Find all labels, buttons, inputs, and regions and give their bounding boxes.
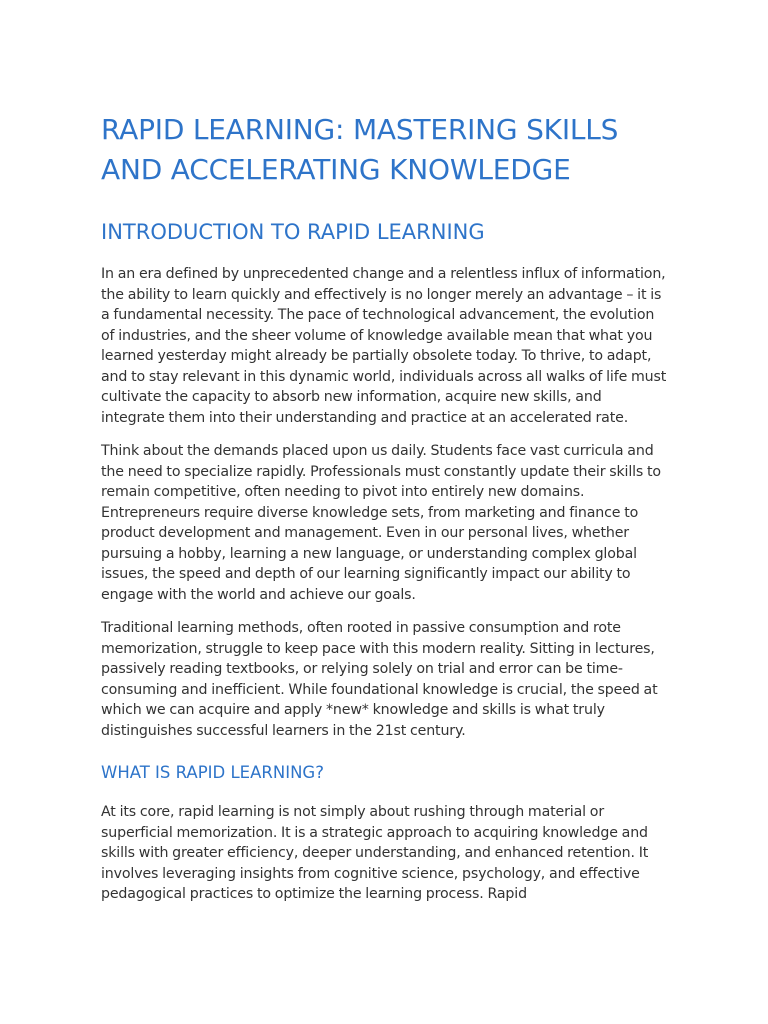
section-heading-introduction: INTRODUCTION TO RAPID LEARNING — [101, 220, 485, 244]
paragraph: Traditional learning methods, often rooted in passive consumption and rote memorization, struggle to keep pace with this modern reality. Sitting in lectures, passively reading textbooks, or relying solely on trial and error can be time-consuming and inefficient. While foundational knowledge is crucial, the speed at which we can acquire and apply *new* knowledge and skills is what truly distinguishes successful learners in the 21st century. — [101, 620, 658, 739]
section-heading-what-is-rapid-learning: WHAT IS RAPID LEARNING? — [101, 763, 324, 782]
paragraph: In an era defined by unprecedented change and a relentless influx of information, the ability to learn quickly and effectively is no longer merely an advantage – it is a fundamental necessity. The pace of technological advancement, the evolution of industries, and the sheer volume of knowledge available mean that what you learned yesterday might already be partially obsolete today. To thrive, to adapt, and to stay relevant in this dynamic world, individuals across all walks of life must cultivate the capacity to absorb new information, acquire new skills, and integrate them into their understanding and practice at an accelerated rate. — [101, 266, 667, 426]
document-title: RAPID LEARNING: MASTERING SKILLS AND ACCELERATING KNOWLEDGE — [101, 113, 619, 186]
paragraph: Think about the demands placed upon us daily. Students face vast curricula and the need to specialize rapidly. Professionals must constantly update their skills to remain competitive, often needing to pivot into entirely new domains. Entrepreneurs require diverse knowledge sets, from marketing and finance to product development and management. Even in our personal lives, whether pursuing a hobby, learning a new language, or understanding complex global issues, the speed and depth of our learning significantly impact our ability to engage with the world and achieve our goals. — [101, 443, 661, 603]
paragraph: At its core, rapid learning is not simply about rushing through material or superficial memorization. It is a strategic approach to acquiring knowledge and skills with greater efficiency, deeper understanding, and enhanced retention. It involves leveraging insights from cognitive science, psychology, and effective pedagogical practices to optimize the learning process. Rapid — [101, 804, 649, 902]
